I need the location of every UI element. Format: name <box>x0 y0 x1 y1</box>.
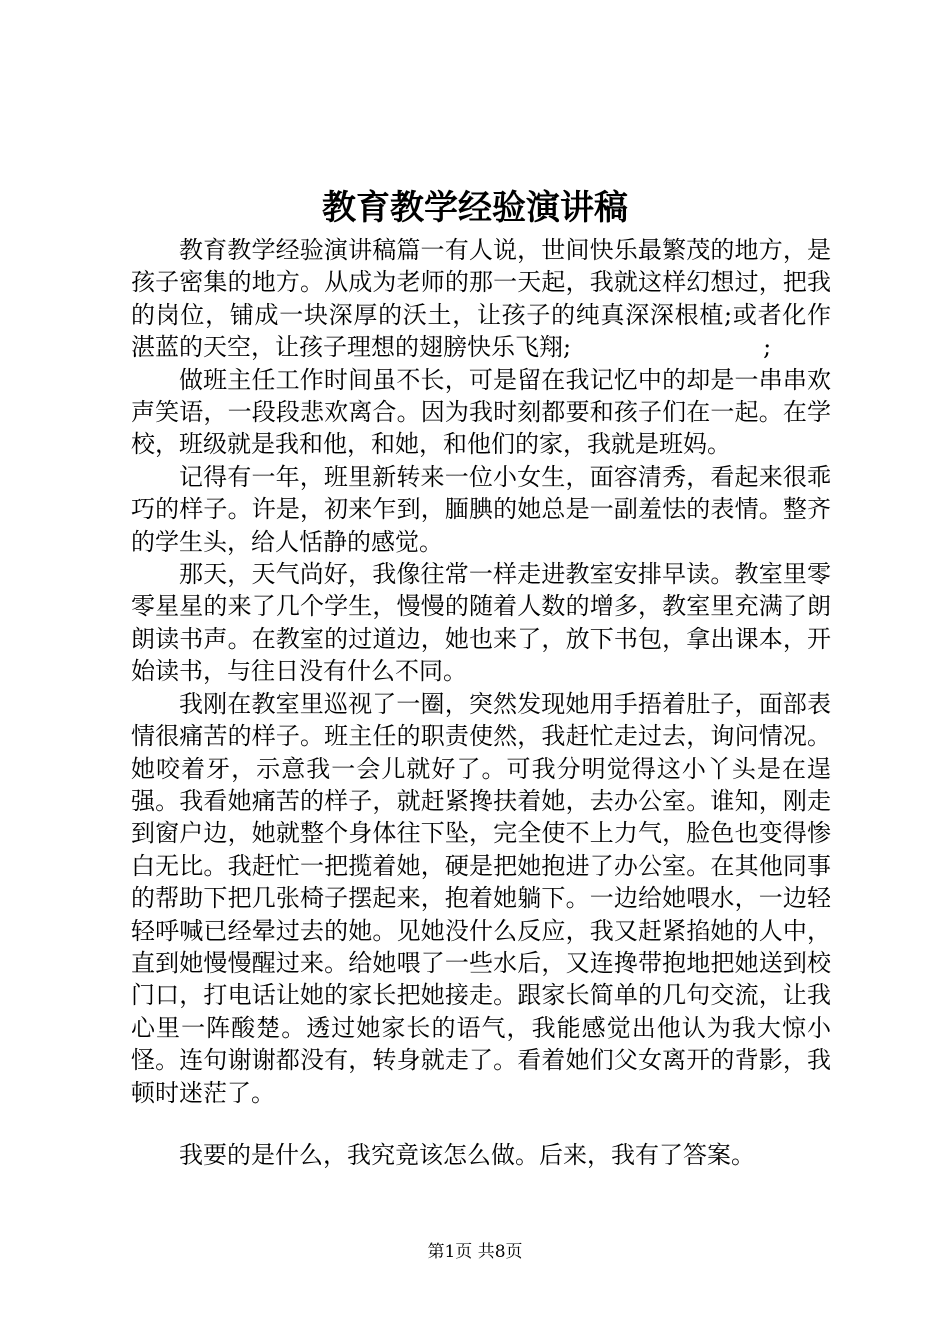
paragraph-2: 做班主任工作时间虽不长，可是留在我记忆中的却是一串串欢声笑语，一段段悲欢离合。因为我时刻都要和孩子们在一起。在学校，班级就是我和他，和她，和他们的家，我就是班妈。 <box>131 365 831 459</box>
paragraph-3: 记得有一年，班里新转来一位小女生，面容清秀，看起来很乖巧的样子。许是，初来乍到，腼腆的她总是一副羞怯的表情。整齐的学生头，给人恬静的感觉。 <box>131 462 831 556</box>
paragraph-4: 那天，天气尚好，我像往常一样走进教室安排早读。教室里零零星星的来了几个学生，慢慢的随着人数的增多，教室里充满了朗朗读书声。在教室的过道边，她也来了，放下书包，拿出课本，开始读书，与往日没有什么不同。 <box>131 560 831 686</box>
page-footer: 第1页 共8页 <box>427 1242 523 1262</box>
document-title: 教育教学经验演讲稿 <box>322 188 628 228</box>
document-body <box>131 234 831 1171</box>
paragraph-1: 教育教学经验演讲稿篇一有人说，世间快乐最繁茂的地方，是孩子密集的地方。从成为老师的那一天起，我就这样幻想过，把我的岗位，铺成一块深厚的沃土，让孩子的纯真深深根植;或者化作湛蓝的天空，让孩子理想的翅膀快乐飞翔; ; <box>131 236 831 362</box>
paragraph-5: 我刚在教室里巡视了一圈，突然发现她用手捂着肚子，面部表情很痛苦的样子。班主任的职责使然，我赶忙走过去，询问情况。她咬着牙，示意我一会儿就好了。可我分明觉得这小丫头是在逞强。我看她痛苦的样子，就赶紧搀扶着她，去办公室。谁知，刚走到窗户边，她就整个身体往下坠，完全使不上力气，脸色也变得惨白无比。我赶忙一把揽着她，硬是把她抱进了办公室。在其他同事的帮助下把几张椅子摆起来，抱着她躺下。一边给她喂水，一边轻轻呼喊已经晕过去的她。见她没什么反应，我又赶紧掐她的人中，直到她慢慢醒过来。给她喂了一些水后，又连搀带抱地把她送到校门口，打电话让她的家长把她接走。跟家长简单的几句交流，让我心里一阵酸楚。透过她家长的语气，我能感觉出他认为我大惊小怪。连句谢谢都没有，转身就走了。看着她们父女离开的背影，我顿时迷茫了。 <box>131 689 831 1107</box>
paragraph-6: 我要的是什么，我究竟该怎么做。后来，我有了答案。 <box>179 1140 755 1169</box>
